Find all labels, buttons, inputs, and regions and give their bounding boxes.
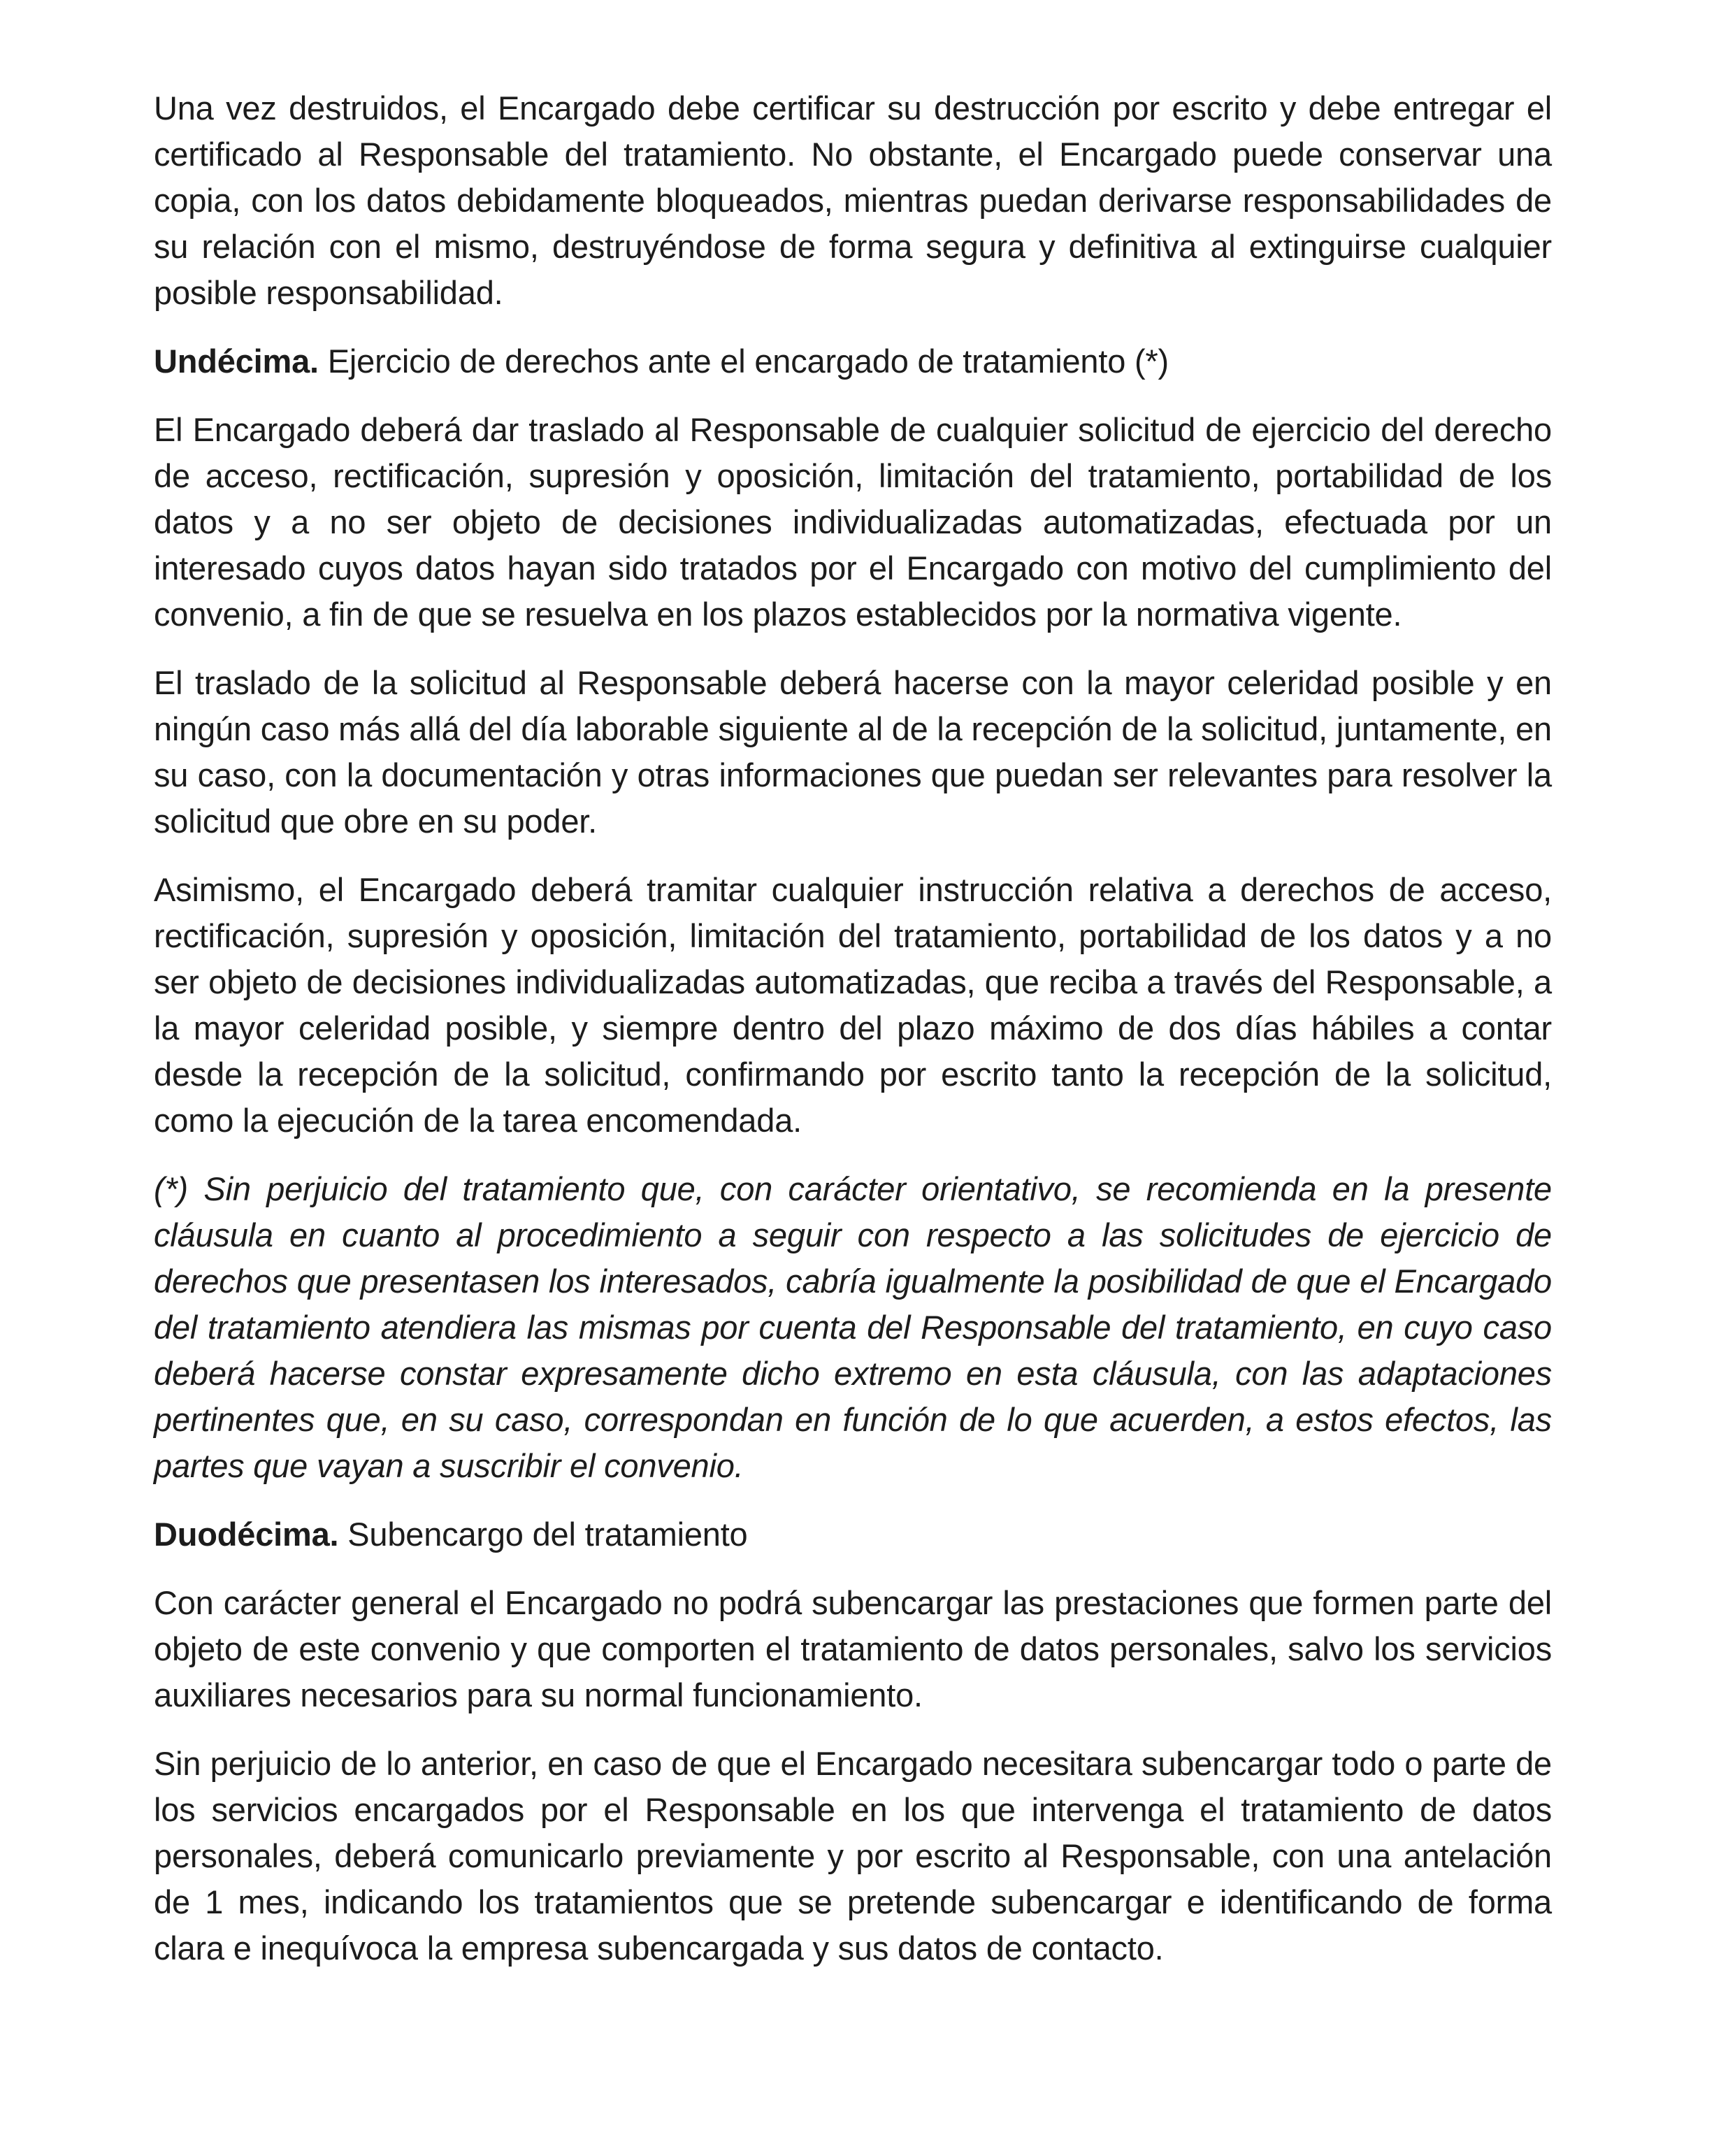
clause-number-duodecima: Duodécima. bbox=[154, 1516, 339, 1553]
clause-heading-duodecima bbox=[154, 1511, 1552, 1558]
clause-title-duodecima: Subencargo del tratamiento bbox=[347, 1516, 748, 1553]
paragraph-subcontracting-general: Con carácter general el Encargado no podrá subencargar las prestaciones que formen parte del objeto de este convenio y que comporten el tratamiento de datos personales, salvo los servicios auxiliares necesarios para su normal funcionamiento. bbox=[154, 1584, 1552, 1713]
footnote-guidance: (*) Sin perjuicio del tratamiento que, con carácter orientativo, se recomienda en la presente cláusula en cuanto al procedimiento a seguir con respecto a las solicitudes de ejercicio de derechos que presentasen los interesados, cabría igualmente la posibilidad de que el Encargado del tratamiento atendiera las mismas por cuenta del Responsable del tratamiento, en cuyo caso deberá hacerse constar expresamente dicho extremo en esta cláusula, con las adaptaciones pertinentes que, en su caso, correspondan en función de lo que acuerden, a estos efectos, las partes que vayan a suscribir el convenio. bbox=[154, 1170, 1552, 1484]
paragraph-forwarding-deadline: El traslado de la solicitud al Responsable deberá hacerse con la mayor celeridad posible y en ningún caso más allá del día laborable siguiente al de la recepción de la solicitud, juntamente, en su caso, con la documentación y otras informaciones que puedan ser relevantes para resolver la solicitud que obre en su poder. bbox=[154, 664, 1552, 840]
document-page bbox=[154, 85, 1552, 1994]
paragraph-instruction-processing: Asimismo, el Encargado deberá tramitar cualquier instrucción relativa a derechos de acceso, rectificación, supresión y oposición, limitación del tratamiento, portabilidad de los datos y a no ser objeto de decisiones individualizadas automatizadas, que reciba a través del Responsable, a la mayor celeridad posible, y siempre dentro del plazo máximo de dos días hábiles a contar desde la recepción de la solicitud, confirmando por escrito tanto la recepción de la solicitud, como la ejecución de la tarea encomendada. bbox=[154, 871, 1552, 1139]
clause-number-undecima: Undécima. bbox=[154, 343, 319, 380]
paragraph-destruction-certificate: Una vez destruidos, el Encargado debe certificar su destrucción por escrito y debe entregar el certificado al Responsable del tratamiento. No obstante, el Encargado puede conservar una copia, con los datos debidamente bloqueados, mientras puedan derivarse responsabilidades de su relación con el mismo, destruyéndose de forma segura y definitiva al extinguirse cualquier posible responsabilidad. bbox=[154, 89, 1552, 311]
clause-heading-undecima bbox=[154, 338, 1552, 385]
paragraph-rights-forwarding: El Encargado deberá dar traslado al Responsable de cualquier solicitud de ejercicio del derecho de acceso, rectificación, supresión y oposición, limitación del tratamiento, portabilidad de los datos y a no ser objeto de decisiones individualizadas automatizadas, efectuada por un interesado cuyos datos hayan sido tratados por el Encargado con motivo del cumplimiento del convenio, a fin de que se resuelva en los plazos establecidos por la normativa vigente. bbox=[154, 411, 1552, 633]
clause-title-undecima: Ejercicio de derechos ante el encargado de tratamiento (*) bbox=[327, 343, 1169, 380]
paragraph-subcontracting-notice: Sin perjuicio de lo anterior, en caso de que el Encargado necesitara subencargar todo o parte de los servicios encargados por el Responsable en los que intervenga el tratamiento de datos personales, deberá comunicarlo previamente y por escrito al Responsable, con una antelación de 1 mes, indicando los tratamientos que se pretende subencargar e identificando de forma clara e inequívoca la empresa subencargada y sus datos de contacto. bbox=[154, 1745, 1552, 1967]
